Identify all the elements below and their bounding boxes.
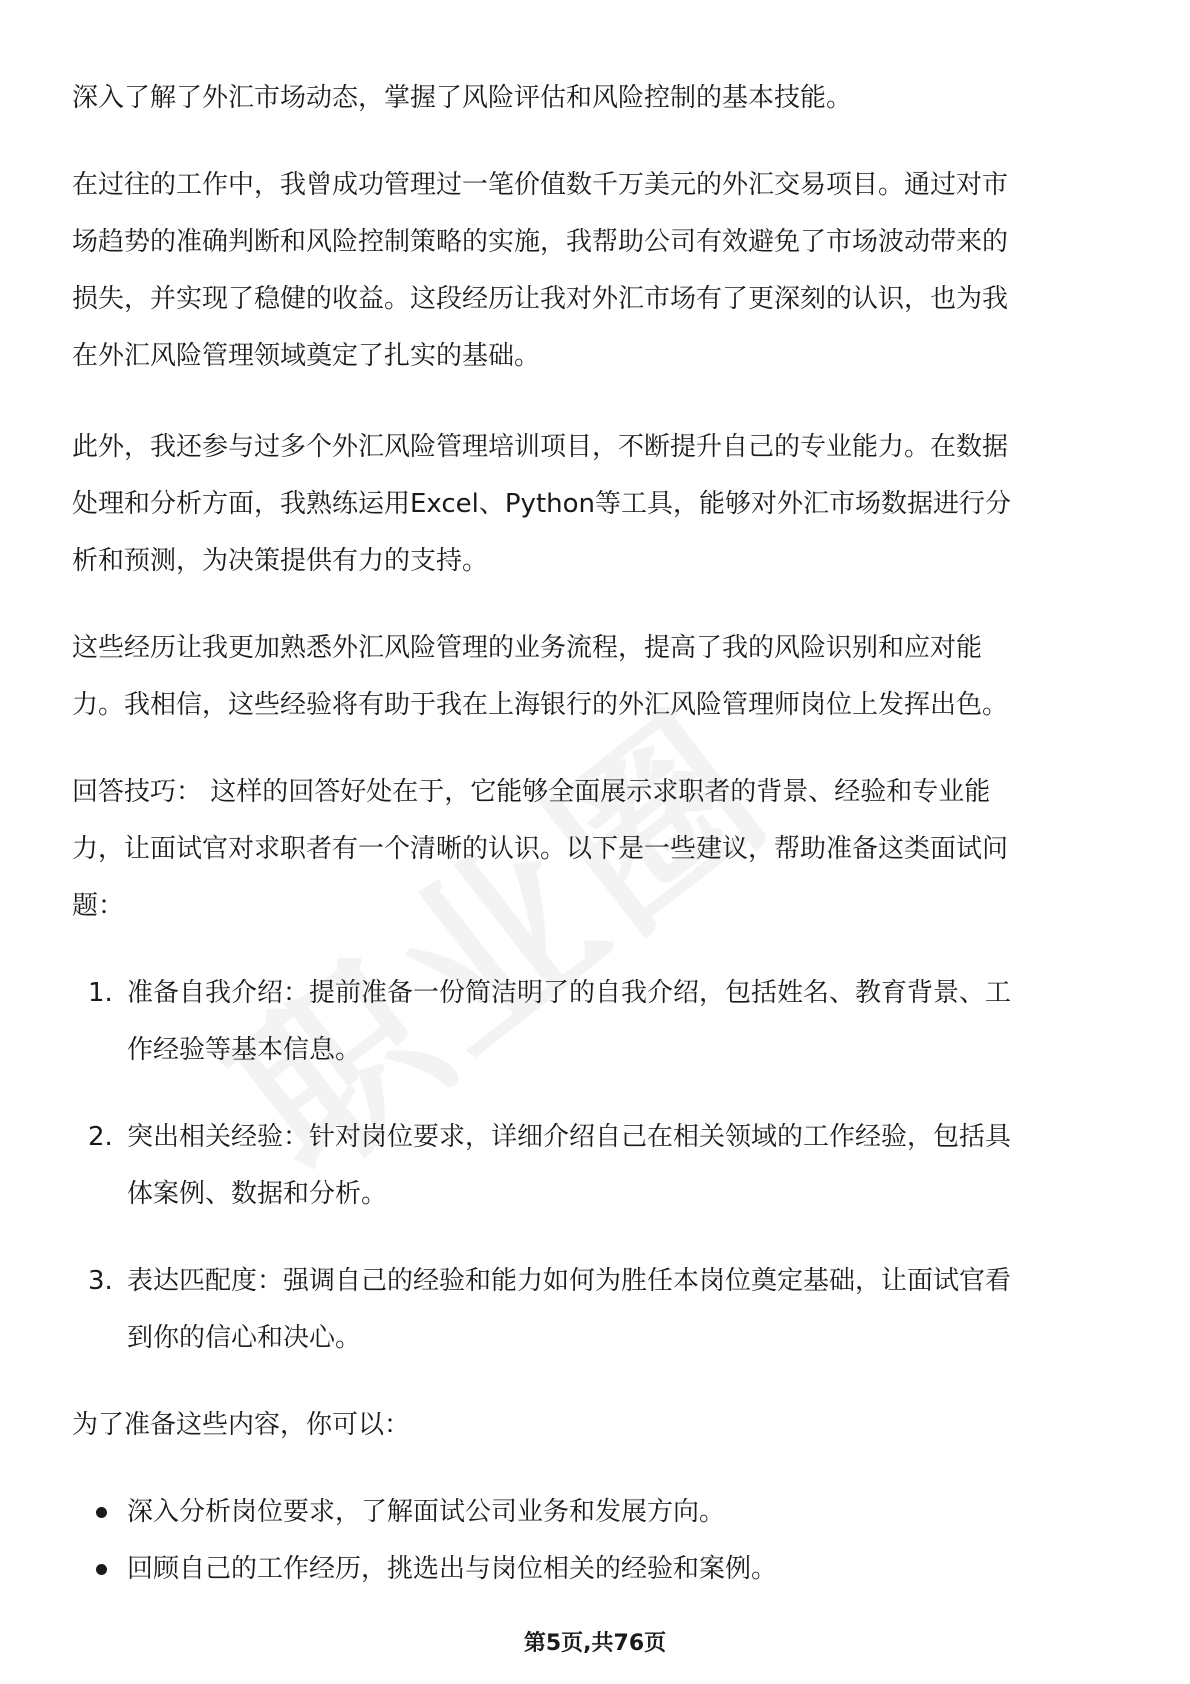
- line: 此外，我还参与过多个外汇风险管理培训项目，不断提升自己的专业能力。在数据: [72, 432, 1009, 462]
- document-body: [72, 70, 1122, 1598]
- line: 突出相关经验：针对岗位要求，详细介绍自己在相关领域的工作经验，包括具: [127, 1122, 1012, 1152]
- bullet-item-2: [72, 1541, 1122, 1598]
- line: 到你的信心和决心。: [127, 1323, 362, 1353]
- line: 场趋势的准确判断和风险控制策略的实施，我帮助公司有效避免了市场波动带来的: [72, 227, 1009, 257]
- line: 力。我相信，这些经验将有助于我在上海银行的外汇风险管理师岗位上发挥出色。: [72, 690, 1009, 720]
- answer-tips-paragraph: [72, 764, 1122, 935]
- line: 准备自我介绍：提前准备一份简洁明了的自我介绍，包括姓名、教育背景、工: [127, 978, 1012, 1008]
- paragraph-4: [72, 620, 1122, 734]
- bullet-text: 深入分析岗位要求，了解面试公司业务和发展方向。: [127, 1497, 726, 1527]
- line: 在过往的工作中，我曾成功管理过一笔价值数千万美元的外汇交易项目。通过对市: [72, 170, 1009, 200]
- line: 力，让面试官对求职者有一个清晰的认识。以下是一些建议，帮助准备这类面试问: [72, 834, 1009, 864]
- line: 体案例、数据和分析。: [127, 1179, 388, 1209]
- line: 损失，并实现了稳健的收益。这段经历让我对外汇市场有了更深刻的认识，也为我: [72, 284, 1009, 314]
- bullet-icon: [96, 1507, 107, 1518]
- list-number: 3.: [88, 1266, 113, 1296]
- paragraph-2: [72, 157, 1122, 385]
- ordered-list-item-2: [72, 1109, 1122, 1223]
- line: 析和预测，为决策提供有力的支持。: [72, 546, 489, 576]
- line: 在外汇风险管理领域奠定了扎实的基础。: [72, 341, 541, 371]
- ordered-list-item-3: [72, 1253, 1122, 1367]
- bullet-icon: [96, 1564, 107, 1575]
- line: 这些经历让我更加熟悉外汇风险管理的业务流程，提高了我的风险识别和应对能: [72, 633, 983, 663]
- line: 题：: [72, 891, 125, 921]
- prep-intro: 为了准备这些内容，你可以：: [72, 1410, 411, 1440]
- paragraph-1: [72, 70, 1122, 127]
- line: 表达匹配度：强调自己的经验和能力如何为胜任本岗位奠定基础，让面试官看: [127, 1266, 1012, 1296]
- line: 处理和分析方面，我熟练运用Excel、Python等工具，能够对外汇市场数据进行分: [72, 489, 1011, 519]
- page-footer: 第5页,共76页: [523, 1631, 667, 1656]
- line: 深入了解了外汇市场动态，掌握了风险评估和风险控制的基本技能。: [72, 83, 853, 113]
- paragraph-3: [72, 419, 1122, 590]
- bullet-text: 回顾自己的工作经历，挑选出与岗位相关的经验和案例。: [127, 1554, 778, 1584]
- line: 作经验等基本信息。: [127, 1035, 362, 1065]
- bullet-item-1: [72, 1484, 1122, 1541]
- line: 回答技巧： 这样的回答好处在于，它能够全面展示求职者的背景、经验和专业能: [72, 777, 991, 807]
- list-number: 1.: [88, 978, 113, 1008]
- list-number: 2.: [88, 1122, 113, 1152]
- ordered-list-item-1: [72, 965, 1122, 1079]
